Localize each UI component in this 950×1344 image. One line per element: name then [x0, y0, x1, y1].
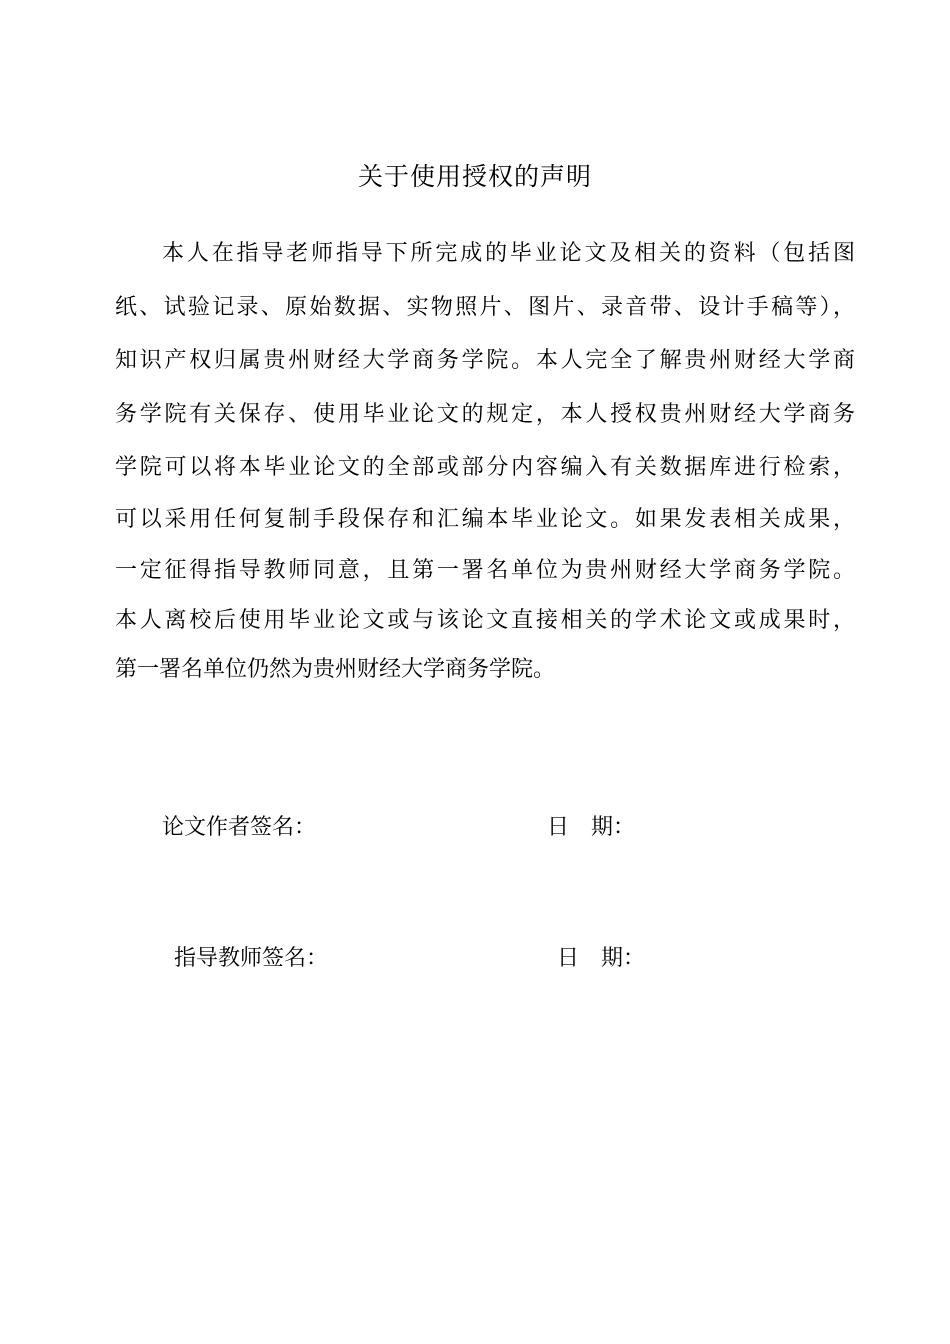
- paragraph-line: 本人离校后使用毕业论文或与该论文直接相关的学术论文或成果时，: [115, 608, 855, 633]
- paragraph-line: 可以采用任何复制手段保存和汇编本毕业论文。如果发表相关成果，: [115, 507, 855, 532]
- advisor-date-label: 日 期：: [557, 946, 646, 971]
- author-signature-label: 论文作者签名：: [162, 815, 317, 840]
- paragraph-line: 第一署名单位仍然为贵州财经大学商务学院。: [115, 657, 556, 682]
- paragraph-line: 本人在指导老师指导下所完成的毕业论文及相关的资料（包括图: [162, 241, 855, 266]
- author-date-label: 日 期：: [547, 815, 636, 840]
- advisor-signature-label: 指导教师签名：: [174, 946, 329, 971]
- page-title: 关于使用授权的声明: [357, 162, 592, 191]
- paragraph-line: 务学院有关保存、使用毕业论文的规定，本人授权贵州财经大学商务: [115, 402, 855, 427]
- paragraph-line: 一定征得指导教师同意，且第一署名单位为贵州财经大学商务学院。: [115, 558, 855, 583]
- paragraph-line: 知识产权归属贵州财经大学商务学院。本人完全了解贵州财经大学商: [115, 348, 855, 373]
- paragraph-line: 学院可以将本毕业论文的全部或部分内容编入有关数据库进行检索，: [115, 455, 855, 480]
- paragraph-line: 纸、试验记录、原始数据、实物照片、图片、录音带、设计手稿等），: [115, 295, 855, 320]
